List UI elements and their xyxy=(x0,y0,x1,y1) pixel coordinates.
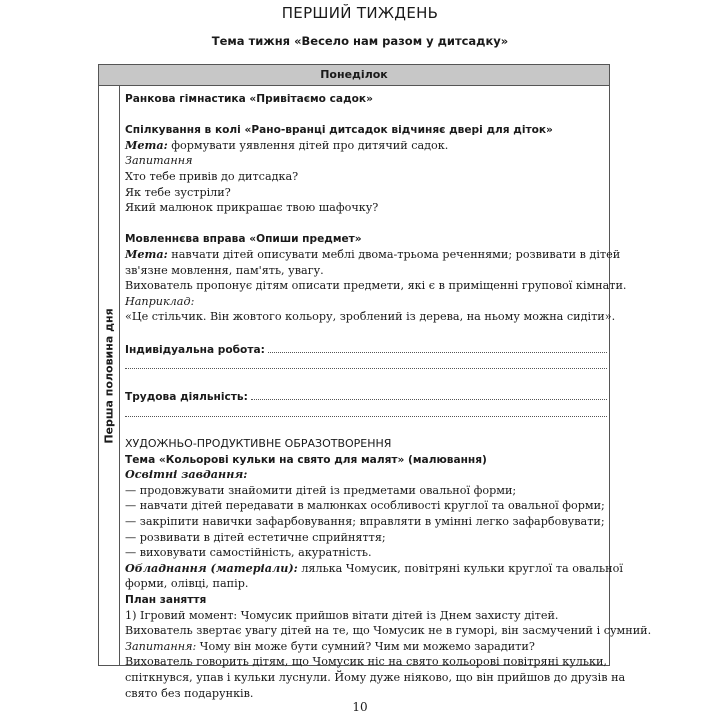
plan-step: 1) Ігровий момент: Чомусик прийшов вітати дітей із Днем захисту дітей. xyxy=(125,608,559,622)
question-item: Як тебе зустріли? xyxy=(125,185,231,199)
question-label: Запитання: xyxy=(125,639,197,653)
questions-label: Запитання xyxy=(125,154,193,168)
individual-work-label: Індивідуальна робота: xyxy=(125,343,265,356)
task-item: — закріпити навички зафарбовування; вправляти в умінні легко зафарбовувати; xyxy=(125,515,605,529)
example-label: Наприклад: xyxy=(125,294,195,308)
day-header: Понеділок xyxy=(99,65,609,86)
art-section-title: ХУДОЖНЬО-ПРОДУКТИВНЕ ОБРАЗОТВОРЕННЯ xyxy=(125,437,392,451)
gymnastics-title: Ранкова гімнастика «Привітаємо садок» xyxy=(125,93,373,105)
question-item: Хто тебе привів до дитсадка? xyxy=(125,169,299,183)
plan-step-cont: спіткнувся, упав і кульки луснули. Йому дуже ніяково, що він прийшов до друзів на xyxy=(125,670,626,684)
individual-work-field xyxy=(268,341,607,353)
task-item: — розвивати в дітей естетичне сприйняття; xyxy=(125,530,386,544)
art-topic: Тема «Кольорові кульки на свято для малят» (малювання) xyxy=(125,453,487,466)
question-item: Який малюнок прикрашає твою шафочку? xyxy=(125,201,379,215)
table-content xyxy=(125,91,652,701)
speech-title: Мовленнєва вправа «Опиши предмет» xyxy=(125,233,362,246)
side-column xyxy=(99,86,120,665)
plan-step-cont: свято без подарунків. xyxy=(125,686,254,700)
page-number: 10 xyxy=(352,700,368,714)
task-item: — навчати дітей передавати в малюнках особливості круглої та овальної форми; xyxy=(125,499,605,513)
materials-text: лялька Чомусик, повітряні кульки круглої та овальної xyxy=(297,561,623,575)
speech-goal-label: Мета: xyxy=(125,246,168,261)
plan-table xyxy=(98,64,652,700)
circle-title: Спілкування в колі «Рано-вранці дитсадок відчиняє двері для діток» xyxy=(125,124,553,137)
task-item: — виховувати самостійність, акуратність. xyxy=(125,546,372,560)
side-label: Перша половина дня xyxy=(102,308,116,444)
speech-goal-text-cont: зв'язне мовлення, пам'ять, увагу. xyxy=(125,263,324,277)
week-theme: Тема тижня «Весело нам разом у дитсадку» xyxy=(211,34,509,48)
circle-goal-text: формувати уявлення дітей про дитячий садок. xyxy=(167,138,449,152)
materials-label: Обладнання (матеріали): xyxy=(125,560,298,575)
materials-text-cont: форми, олівці, папір. xyxy=(125,577,249,591)
tasks-label: Освітні завдання: xyxy=(125,467,248,482)
labor-field xyxy=(251,388,607,400)
task-item: — продовжувати знайомити дітей із предметами овальної форми; xyxy=(125,483,517,497)
labor-label: Трудова діяльність: xyxy=(125,391,248,404)
example-text: «Це стільчик. Він жовтого кольору, зроблений із дерева, на ньому можна сидіти». xyxy=(125,310,616,324)
speech-goal-text: навчати дітей описувати меблі двома-трьома реченнями; розвивати в дітей xyxy=(167,247,621,261)
speech-teacher: Вихователь пропонує дітям описати предмети, які є в приміщенні групової кімнати. xyxy=(125,279,627,293)
page-heading: ПЕРШИЙ ТИЖДЕНЬ xyxy=(281,4,439,22)
plan-step: Вихователь говорить дітям, що Чомусик ніс на свято кольорові повітряні кульки, xyxy=(125,655,607,669)
plan-step: Вихователь звертає увагу дітей на те, що Чомусик не в гуморі, він засмучений і сумний. xyxy=(125,624,652,638)
question-text: Чому він може бути сумний? Чим ми можемо зарадити? xyxy=(196,639,535,653)
circle-goal-label: Мета: xyxy=(125,137,168,152)
plan-label: План заняття xyxy=(125,594,207,606)
